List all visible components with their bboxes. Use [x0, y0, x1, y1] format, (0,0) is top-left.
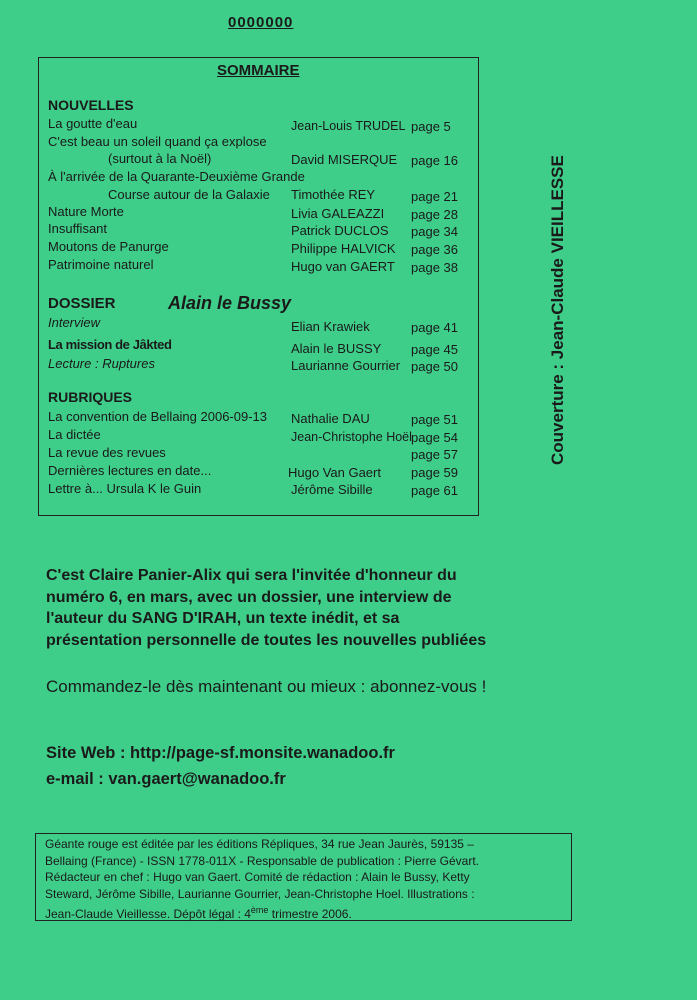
toc-item-page: page 36	[411, 242, 458, 257]
section-heading-nouvelles: NOUVELLES	[48, 97, 134, 113]
email-link[interactable]: e-mail : van.gaert@wanadoo.fr	[46, 770, 286, 788]
toc-item-author: Jérôme Sibille	[291, 482, 373, 497]
imprint-line: Bellaing (France) - ISSN 1778-011X - Responsable de publication : Pierre Gévart.	[45, 853, 479, 868]
toc-item-title: La convention de Bellaing 2006-09-13	[48, 409, 268, 424]
toc-item-page: page 16	[411, 153, 458, 168]
toc-item-author: Philippe HALVICK	[291, 241, 396, 256]
toc-item-title-continued: (surtout à la Noël)	[108, 151, 212, 166]
imprint-legal-suffix: trimestre 2006.	[268, 907, 352, 921]
toc-item-title: Lecture : Ruptures	[48, 356, 155, 371]
announcement-line: présentation personnelle de toutes les nouvelles publiées	[46, 631, 487, 649]
toc-item-author: Hugo Van Gaert	[288, 465, 381, 480]
imprint-line	[45, 902, 563, 923]
toc-item-title: Interview	[48, 315, 101, 330]
section-heading-dossier: DOSSIER	[48, 295, 116, 312]
toc-item-title-continued: Course autour de la Galaxie	[108, 187, 270, 202]
toc-item-author: Hugo van GAERT	[291, 259, 395, 274]
cover-credit: Couverture : Jean-Claude VIEILLESSE	[548, 155, 567, 465]
toc-title: SOMMAIRE	[217, 62, 300, 79]
toc-item-page: page 41	[411, 320, 458, 335]
toc-item-title: La goutte d'eau	[48, 116, 138, 131]
toc-item-author: Patrick DUCLOS	[291, 223, 389, 238]
toc-item-page: page 21	[411, 189, 458, 204]
toc-item-title: Dernières lectures en date...	[48, 463, 212, 478]
imprint-line: Steward, Jérôme Sibille, Laurianne Gourrier, Jean-Christophe Hoel. Illustrations :	[45, 886, 475, 901]
toc-item-author: Laurianne Gourrier	[291, 358, 401, 373]
order-line: Commandez-le dès maintenant ou mieux : abonnez-vous !	[46, 677, 487, 696]
dossier-subject: Alain le Bussy	[168, 293, 292, 313]
next-issue-announcement	[46, 565, 566, 651]
toc-item-page: page 38	[411, 260, 458, 275]
toc-item-title: La revue des revues	[48, 445, 166, 460]
imprint-legal-sup: ème	[250, 905, 269, 915]
announcement-line: numéro 6, en mars, avec un dossier, une interview de	[46, 588, 452, 606]
toc-item-author: Nathalie DAU	[291, 411, 370, 426]
toc-item-author: Jean-Louis TRUDEL	[291, 119, 406, 133]
toc-item-author: Elian Krawiek	[291, 319, 370, 334]
toc-item-title: Moutons de Panurge	[48, 239, 169, 254]
toc-item-page: page 61	[411, 483, 458, 498]
toc-item-page: page 34	[411, 224, 458, 239]
section-heading-rubriques: RUBRIQUES	[48, 389, 133, 405]
toc-item-author: Alain le BUSSY	[291, 341, 382, 356]
toc-item-page: page 59	[411, 465, 458, 480]
announcement-line: l'auteur du SANG D'IRAH, un texte inédit, et sa	[46, 610, 400, 627]
toc-item-page: page 57	[411, 447, 458, 462]
toc-item-title: Patrimoine naturel	[48, 257, 154, 272]
toc-item-title: La mission de Jâkted	[48, 337, 172, 352]
imprint-text	[45, 836, 563, 923]
toc-item-page: page 5	[411, 119, 451, 134]
imprint-line: Rédacteur en chef : Hugo van Gaert. Comité de rédaction : Alain le Bussy, Ketty	[45, 870, 470, 884]
issue-code: 0000000	[228, 14, 294, 31]
announcement-line: C'est Claire Panier-Alix qui sera l'invitée d'honneur du	[46, 567, 457, 584]
toc-item-title: La dictée	[48, 427, 101, 442]
toc-item-author: Livia GALEAZZI	[291, 206, 385, 221]
toc-item-page: page 50	[411, 359, 458, 374]
imprint-line: Géante rouge est éditée par les éditions Répliques, 34 rue Jean Jaurès, 59135 –	[45, 837, 474, 851]
toc-item-page: page 54	[411, 430, 458, 445]
toc-item-title: Lettre à... Ursula K le Guin	[48, 481, 202, 496]
toc-item-page: page 45	[411, 342, 458, 357]
website-link[interactable]: Site Web : http://page-sf.monsite.wanadoo.fr	[46, 744, 395, 762]
toc-item-author: David MISERQUE	[291, 152, 398, 167]
toc-item-page: page 28	[411, 207, 458, 222]
imprint-legal-prefix: Jean-Claude Vieillesse. Dépôt légal : 4	[45, 907, 251, 921]
toc-item-author: Timothée REY	[291, 187, 376, 202]
toc-item-title: Insuffisant	[48, 221, 108, 236]
toc-item-page: page 51	[411, 412, 458, 427]
toc-item-author: Jean-Christophe Hoël	[291, 430, 412, 444]
toc-item-title: À l'arrivée de la Quarante-Deuxième Grande	[48, 169, 305, 184]
toc-item-title: Nature Morte	[48, 204, 124, 219]
toc-item-title: C'est beau un soleil quand ça explose	[48, 134, 267, 149]
